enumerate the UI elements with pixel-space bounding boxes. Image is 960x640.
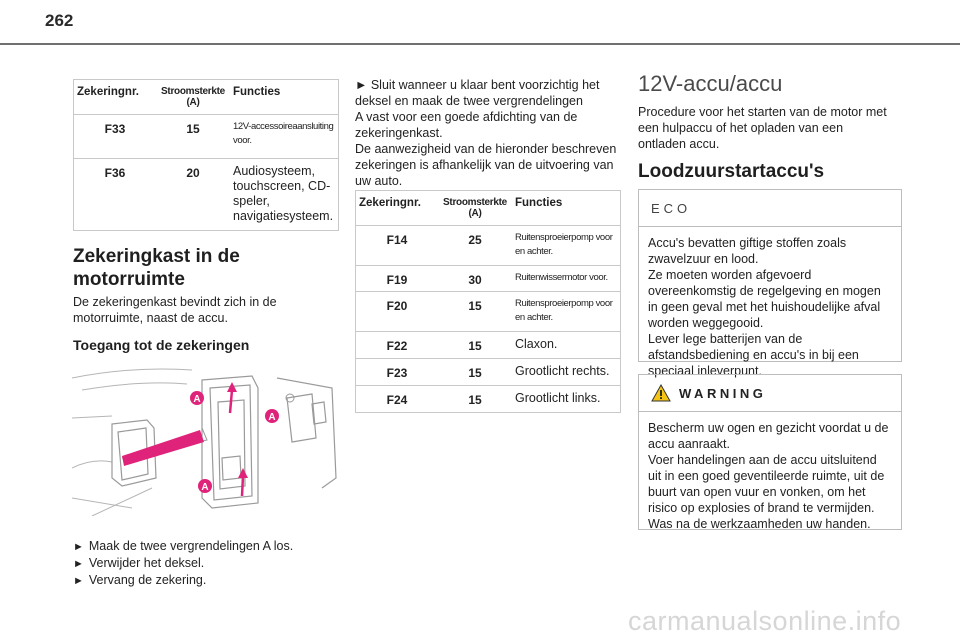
paragraph: Bescherm uw ogen en gezicht voordat u de accu aanraakt.	[648, 421, 889, 451]
fuse-nr: F24	[356, 386, 439, 413]
paragraph: Ze moeten worden afgevoerd overeenkomstig de regelgeving en mogen in geen geval met het huishoudelijke afval worden weggegooid.	[648, 268, 881, 330]
label-a-marker	[265, 409, 279, 423]
table-row	[356, 386, 621, 413]
fuse-nr: F23	[356, 359, 439, 386]
table-row	[356, 359, 621, 386]
paragraph: Accu's bevatten giftige stoffen zoals zwavelzuur en lood.	[648, 236, 847, 266]
fuse-func: Ruitenwissermotor voor.	[512, 266, 621, 292]
fuse-amp: 15	[156, 115, 230, 159]
col-header-amp: Stroomsterkte (A)	[156, 80, 230, 115]
col-header-func: Functies	[230, 80, 339, 115]
fuse-func: Ruitensproeierpomp voor en achter.	[512, 226, 621, 266]
warning-box	[638, 374, 902, 530]
eco-box-body	[639, 227, 901, 379]
watermark: carmanualsonline.info	[628, 606, 902, 636]
warning-box-header	[639, 375, 901, 412]
paragraph: ► Sluit wanneer u klaar bent voorzichtig het deksel en maak de twee vergrendelingen	[355, 78, 600, 108]
fuse-func: Ruitensproeierpomp voor en achter.	[512, 292, 621, 332]
section-title-battery: 12V-accu/accu	[638, 71, 783, 96]
fuse-table-left	[73, 79, 339, 231]
warning-label: WARNING	[679, 385, 767, 401]
fuse-table-right	[355, 190, 621, 413]
warning-box-body	[639, 412, 901, 532]
col-header-func: Functies	[512, 191, 621, 226]
battery-intro: Procedure voor het starten van de motor met een hulpaccu of het opladen van een ontladen accu.	[638, 105, 887, 151]
fuse-amp: 30	[438, 266, 512, 292]
paragraph: Was na de werkzaamheden uw handen.	[648, 517, 871, 531]
list-item: ► Verwijder het deksel.	[73, 556, 205, 570]
arrow-icon: ►	[73, 541, 84, 553]
fusebox-illustration	[72, 358, 338, 516]
closing-instructions	[355, 77, 617, 189]
col-header-amp: Stroomsterkte (A)	[438, 191, 512, 226]
table-row	[74, 115, 339, 159]
table-row	[356, 266, 621, 292]
table-row	[356, 226, 621, 266]
fuse-amp: 15	[438, 386, 512, 413]
fuse-nr: F19	[356, 266, 439, 292]
fuse-nr: F20	[356, 292, 439, 332]
svg-text:A: A	[268, 412, 276, 423]
paragraph: Lever lege batterijen van de afstandsbediening en accu's in bij een speciaal inleverpunt.	[648, 332, 859, 378]
section-title-engine-fusebox: Zekeringkast in de motorruimte	[73, 246, 240, 290]
paragraph: De aanwezigheid van de hieronder beschreven zekeringen is afhankelijk van de uitvoering van uw auto.	[355, 142, 617, 188]
eco-box-header	[639, 190, 901, 227]
col-header-nr: Zekeringnr.	[356, 191, 439, 226]
page-number: 262	[45, 11, 74, 30]
table-row	[74, 159, 339, 231]
arrow-icon: ►	[73, 575, 84, 587]
fuse-amp: 15	[438, 332, 512, 359]
arrow-icon: ►	[73, 558, 84, 570]
fuse-func: 12V-accessoireaansluiting voor.	[230, 115, 339, 159]
header-rule	[0, 43, 960, 45]
steps-list	[73, 538, 333, 589]
fuse-nr: F33	[74, 115, 157, 159]
warning-triangle-icon	[651, 384, 671, 402]
svg-text:A: A	[201, 482, 209, 493]
fuse-amp: 15	[438, 359, 512, 386]
fuse-amp: 20	[156, 159, 230, 231]
fuse-func: Claxon.	[512, 332, 621, 359]
fuse-amp: 15	[438, 292, 512, 332]
subsection-title-access: Toegang tot de zekeringen	[73, 337, 250, 353]
engine-fusebox-intro: De zekeringenkast bevindt zich in de motorruimte, naast de accu.	[73, 295, 277, 325]
eco-label: ECO	[651, 200, 692, 216]
list-item: ► Maak de twee vergrendelingen A los.	[73, 539, 294, 553]
fuse-func: Grootlicht links.	[512, 386, 621, 413]
list-item: ► Vervang de zekering.	[73, 573, 207, 587]
fuse-nr: F36	[74, 159, 157, 231]
fuse-amp: 25	[438, 226, 512, 266]
label-a-marker	[198, 479, 212, 493]
fuse-func: Grootlicht rechts.	[512, 359, 621, 386]
label-a-marker	[190, 391, 204, 405]
eco-box	[638, 189, 902, 378]
paragraph: A vast voor een goede afdichting van de zekeringenkast.	[355, 110, 578, 140]
table-row	[356, 292, 621, 332]
paragraph: Voer handelingen aan de accu uitsluitend uit in een goed geventileerde ruimte, uit de buurt van open vuur en vonken, om het risico op explosies of brand te vermijden.	[648, 453, 885, 515]
table-row	[356, 332, 621, 359]
fuse-func: Audiosysteem, touchscreen, CD-speler, navigatiesysteem.	[230, 159, 339, 231]
fuse-nr: F14	[356, 226, 439, 266]
col-header-nr: Zekeringnr.	[74, 80, 157, 115]
svg-text:A: A	[193, 394, 201, 405]
subsection-title-lead-acid: Loodzuurstartaccu's	[638, 161, 825, 182]
fuse-nr: F22	[356, 332, 439, 359]
